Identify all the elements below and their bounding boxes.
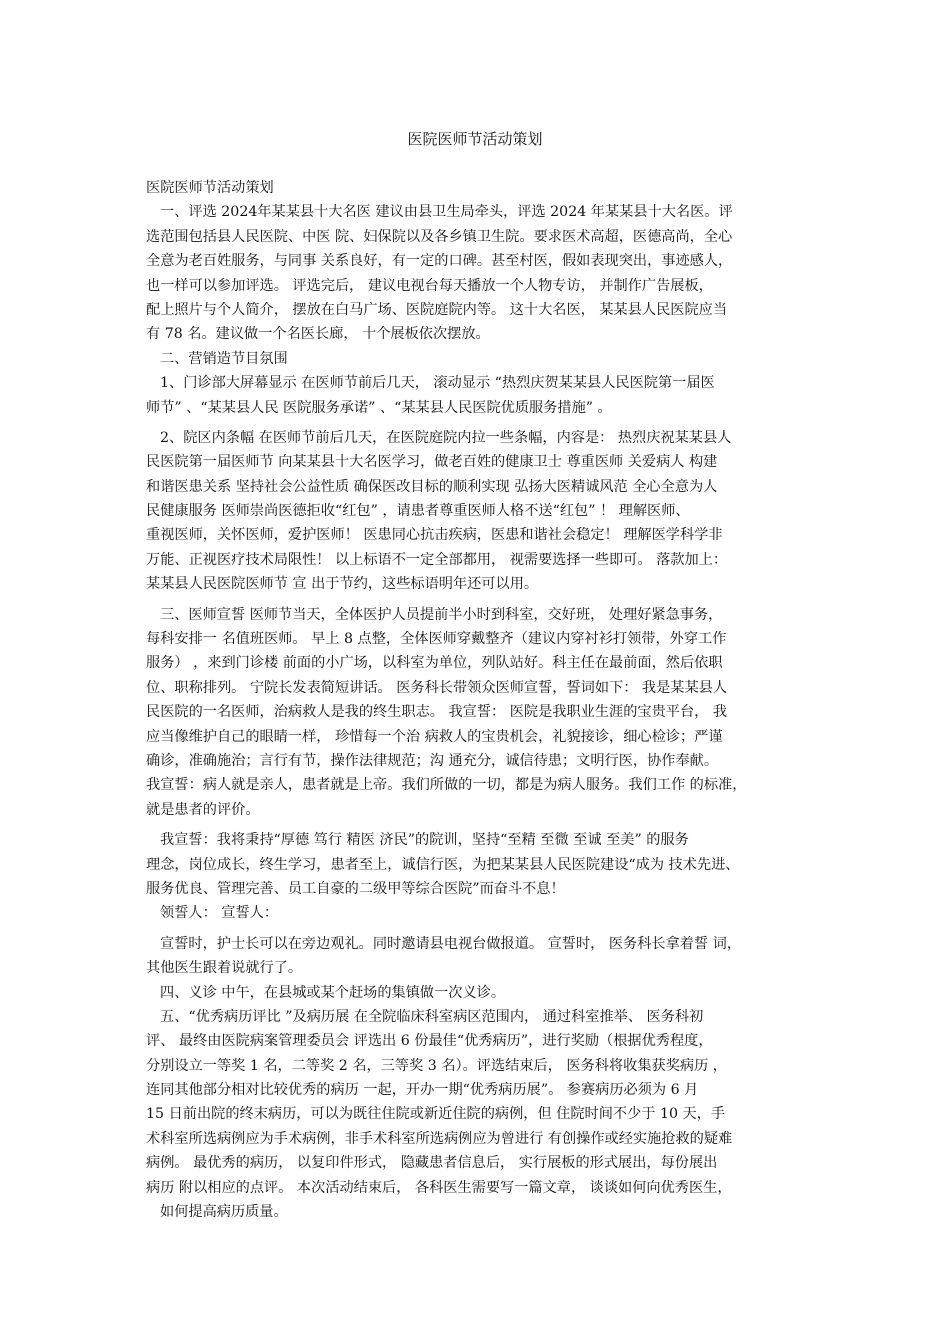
text-line: 万能、正视医疗技术局限性！ 以上标语不一定全部都用， 视需要选择一些即可。 落款加上： <box>146 551 728 568</box>
text-line: 领誓人： 宣誓人： <box>160 905 279 922</box>
text-line: 评、 最终由医院病案管理委员会 评选出 6 份最佳“优秀病历”，进行奖励（根据优秀程度， <box>146 1033 713 1050</box>
text-line: 15 日前出院的终末病历，可以为既往住院或新近住院的病例，但 住院时间不少于 10 天，手 <box>146 1106 726 1123</box>
text-line: 重视医师，关怀医师，爱护医师！ 医患同心抗击疾病，医患和谐社会稳定！ 理解医学科学非 <box>146 527 723 544</box>
text-line: 全意为老百姓服务，与同事 关系良好，有一定的口碑。甚至村医，假如表现突出，事迹感人， <box>146 253 733 270</box>
text-line: 确诊，准确施治；言行有节，操作法律规范；沟 通充分，诚信待患；文明行医，协作奉献。 <box>146 752 719 769</box>
text-line: 服务） ，来到门诊楼 前面的小广场，以科室为单位，列队站好。科主任在最前面，然后依职 <box>146 655 723 672</box>
text-line: 和谐医患关系 坚持社会公益性质 确保医改目标的顺利实现 弘扬大医精诚风范 全心全意为人 <box>146 478 718 495</box>
text-line: 二、营销造节目氛围 <box>160 350 288 367</box>
text-line: 我宣誓：病人就是亲人，患者就是上帝。我们所做的一切，都是为病人服务。我们工作 的标准， <box>146 777 747 794</box>
text-line: 位、职称排列。 宁院长发表简短讲话。 医务科长带领众医师宣誓，誓词如下： 我是某某县人 <box>146 679 728 696</box>
text-line: 五、“优秀病历评比 ”及病历展 在全院临床科室病区范围内， 通过科室推举、 医务科初 <box>160 1008 704 1025</box>
text-line: 某某县人民医院医师节 宣 出于节约，这些标语明年还可以用。 <box>146 576 539 593</box>
text-line: 民健康服务 医师崇尚医德拒收“红包” ，请患者尊重医师人格不送“红包” ！ 理解医师、 <box>146 503 690 520</box>
text-line: 四、义诊 中午，在县城或某个赶场的集镇做一次义诊。 <box>160 984 506 1001</box>
text-line: 医院医师节活动策划 <box>146 180 274 196</box>
text-line: 也一样可以参加评选。 评选完后， 建议电视台每天播放一个人物专访， 并制作广告展板， <box>146 277 713 294</box>
text-line: 就是患者的评价。 <box>146 801 260 818</box>
text-line: 一、评选 2024年某某县十大名医 建议由县卫生局牵头，评选 2024 年某某县十大名医。评 <box>160 204 733 221</box>
document-body <box>146 176 812 1224</box>
document-title: 医院医师节活动策划 <box>407 130 543 148</box>
text-line: 每科安排一 名值班医师。 早上 8 点整，全体医师穿戴整齐（建议内穿衬衫打领带，外穿工作 <box>146 631 727 648</box>
text-line: 如何提高病历质量。 <box>160 1204 288 1221</box>
text-line: 其他医生跟着说就行了。 <box>146 960 303 977</box>
text-line: 师节” 、“某某县人民 医院服务承诺” 、“某某县人民医院优质服务措施” 。 <box>146 399 612 416</box>
text-line: 病例。 最优秀的病历， 以复印件形式， 隐藏患者信息后， 实行展板的形式展出，每份展出 <box>146 1155 718 1172</box>
text-line: 服务优良、管理完善、员工自豪的二级甲等综合医院”而奋斗不息！ <box>146 880 565 897</box>
text-line: 三、医师宣誓 医师节当天，全体医护人员提前半小时到科室，交好班， 处理好紧急事务， <box>160 606 723 623</box>
text-line: 民医院的一名医师，治病救人是我的终生职志。 我宣誓： 医院是我职业生涯的宝贵平台， 我 <box>146 704 728 721</box>
text-line: 应当像维护自己的眼睛一样， 珍惜每一个治 病救人的宝贵机会，礼貌接诊，细心检诊；严谨 <box>146 728 723 745</box>
text-line: 1、门诊部大屏幕显示 在医师节前后几天， 滚动显示 “热烈庆贺某某县人民医院第一届医 <box>160 375 715 392</box>
text-line: 2、院区内条幅 在医师节前后几天，在医院庭院内拉一些条幅，内容是： 热烈庆祝某某县人 <box>160 429 732 446</box>
text-line: 病历 附以相应的点评。 本次活动结束后， 各科医生需要写一篇文章， 谈谈如何向优秀医生， <box>146 1179 732 1196</box>
text-line: 我宣誓：我将秉持“厚德 笃行 精医 济民”的院训，坚持“至精 至微 至诚 至美” 的服务 <box>160 832 689 849</box>
text-line: 连同其他部分相对比较优秀的病历 一起，开办一期“优秀病历展”。 参赛病历必须为 6 月 <box>146 1082 699 1099</box>
text-line: 选范围包括县人民医院、中医 院、妇保院以及各乡镇卫生院。要求医术高超，医德高尚，全心 <box>146 228 733 245</box>
text-line: 配上照片与个人简介， 摆放在白马广场、医院庭院内等。 这十大名医， 某某县人民医院应当 <box>146 301 728 318</box>
text-line: 术科室所选病例应为手术病例，非手术科室所选病例应为曾进行 有创操作或经实施抢救的疑难 <box>146 1130 733 1147</box>
text-line: 民医院第一届医师节 向某某县十大名医学习，做老百姓的健康卫士 尊重医师 关爱病人 构建 <box>146 454 718 471</box>
text-line: 有 78 名。建议做一个名医长廊， 十个展板依次摆放。 <box>146 326 490 343</box>
text-line: 理念，岗位成长，终生学习，患者至上，诚信行医，为把某某县人民医院建设“成为 技术先进、 <box>146 856 740 873</box>
text-line: 分别设立一等奖 1 名，二等奖 2 名，三等奖 3 名）。评选结束后， 医务科将收集获奖病历 ， <box>146 1057 727 1074</box>
text-line: 宣誓时，护士长可以在旁边观礼。同时邀请县电视台做报道。 宣誓时， 医务科长拿着誓 词， <box>160 935 742 952</box>
